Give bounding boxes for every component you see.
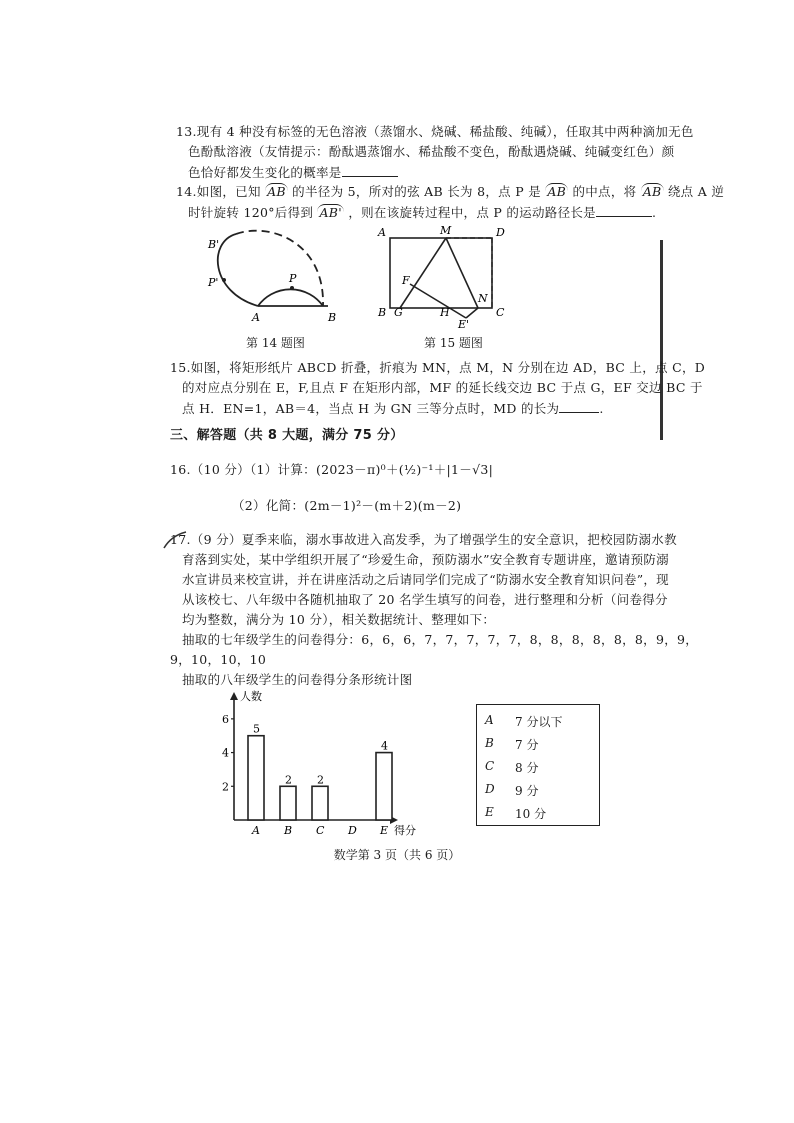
label-m: M <box>440 224 452 237</box>
q17-line1: 17.（9 分）夏季来临，溺水事故进入高发季，为了增强学生的安全意识，把校园防溺水教 <box>170 532 677 547</box>
q13-answer-blank <box>342 164 398 177</box>
legend-key: E <box>485 805 494 819</box>
bars-group <box>222 713 392 837</box>
label-p: P <box>289 272 297 285</box>
q15-line3-text: 点 H．EN=1，AB＝4，当点 H 为 GN 三等分点时，MD 的长为 <box>182 401 560 416</box>
q16-part2-expression: (2m－1)²－(m＋2)(m－2) <box>304 498 462 513</box>
arc-ab-notation: AB <box>267 184 286 199</box>
q14-line1 <box>176 184 724 200</box>
legend-key: D <box>485 782 495 796</box>
q17-line5: 均为整数，满分为 10 分），相关数据统计、整理如下： <box>182 612 496 627</box>
q13-line2: 色酚酞溶液（友情提示：酚酞遇蒸馏水、稀盐酸不变色，酚酞遇烧碱、纯碱变红色）颜 <box>188 144 675 159</box>
bar-value-label: 2 <box>285 773 292 787</box>
q15-answer-blank <box>559 400 599 413</box>
label-b-prime: B' <box>208 238 220 251</box>
label-b: B <box>328 311 337 324</box>
q16-part1 <box>170 462 493 478</box>
legend-value: 7 分 <box>515 738 539 752</box>
line-mg <box>400 238 446 308</box>
q14-text-d: 绕点 A 逆 <box>667 184 725 199</box>
q14-text-a: 14.如图，已知 <box>176 184 261 199</box>
q14-text-c: 的中点，将 <box>572 184 637 199</box>
section-3-heading: 三、解答题（共 8 大题，满分 75 分） <box>170 428 404 443</box>
bar-value-label: 5 <box>253 722 260 736</box>
line-fe <box>410 284 466 318</box>
label-d: D <box>496 226 505 239</box>
arc-ab <box>258 289 323 306</box>
line-mn <box>446 238 478 308</box>
label-c: C <box>496 306 505 319</box>
label-h: H <box>440 306 450 319</box>
arc-ab-notation: AB <box>547 184 567 199</box>
legend-key: B <box>485 736 494 750</box>
legend-value: 7 分以下 <box>515 715 563 729</box>
q14-text-b: 的半径为 5，所对的弦 AB 长为 8，点 P 是 <box>292 184 542 199</box>
bar-chart-grade8 <box>212 690 416 840</box>
legend-key: C <box>485 759 495 773</box>
q14-answer-blank <box>596 204 652 217</box>
bar-c <box>312 786 328 820</box>
q17-line3: 水宣讲员来校宣讲，并在讲座活动之后请同学们完成了“防溺水安全教育知识问卷”，现 <box>182 572 669 587</box>
arc-abprime-notation: AB' <box>319 205 343 220</box>
scan-edge-mark <box>660 240 663 440</box>
label-f: F <box>402 274 410 287</box>
legend-value: 8 分 <box>515 761 539 775</box>
x-category-label: C <box>316 824 325 837</box>
y-axis-label: 人数 <box>240 690 262 703</box>
line-en <box>466 308 478 318</box>
q17-line8: 抽取的八年级学生的问卷得分条形统计图 <box>182 672 413 687</box>
point-p-prime <box>222 278 226 282</box>
q17-line6: 抽取的七年级学生的问卷得分：6，6，6，7，7，7，7，7，8，8，8，8，8，8，9，9， <box>182 632 699 647</box>
bar-e <box>376 753 392 820</box>
q14-line2 <box>188 204 656 221</box>
q17-line4: 从该校七、八年级中各随机抽取了 20 名学生填写的问卷，进行整理和分析（问卷得分 <box>182 592 668 607</box>
q15-line1: 15.如图，将矩形纸片 ABCD 折叠，折痕为 MN，点 M，N 分别在边 AD，BC 上，点 C，D <box>170 360 706 375</box>
q14-text-e: 时针旋转 120°后得到 <box>188 205 314 220</box>
q16-part1-label: 16.（10 分）（1）计算： <box>170 462 316 477</box>
x-axis-label: 得分 <box>394 824 416 837</box>
q15-end: . <box>599 401 604 416</box>
q17-line7: 9，10，10，10 <box>170 652 267 667</box>
q16-part2-label: （2）化简： <box>232 498 305 513</box>
legend-value: 10 分 <box>515 807 547 821</box>
label-n: N <box>478 292 488 305</box>
figure-14 <box>200 222 350 332</box>
q13-line1: 13.现有 4 种没有标签的无色溶液（蒸馏水、烧碱、稀盐酸、纯碱），任取其中两种滴加无色 <box>176 124 694 139</box>
y-axis-arrow <box>230 692 238 700</box>
arc-ab-notation: AB <box>642 184 662 199</box>
label-p-prime: P' <box>208 276 219 289</box>
fig15-caption: 第 15 题图 <box>424 336 483 350</box>
q16-part2 <box>232 498 461 514</box>
q14-end: . <box>651 205 657 220</box>
point-p <box>290 286 294 290</box>
x-category-label: A <box>252 824 260 837</box>
handwritten-check-mark <box>160 528 190 554</box>
x-category-label: B <box>284 824 293 837</box>
x-category-label: D <box>348 824 357 837</box>
bar-value-label: 4 <box>381 739 388 753</box>
q16-part1-expression: (2023－π)⁰＋(½)⁻¹＋|1－√3| <box>315 462 494 477</box>
bar-value-label: 2 <box>317 773 324 787</box>
q15-line3 <box>182 400 604 417</box>
y-tick-label: 6 <box>222 712 229 726</box>
label-g: G <box>394 306 403 319</box>
bar-b <box>280 786 296 820</box>
x-category-label: E <box>380 824 389 837</box>
q13-line3 <box>188 164 398 181</box>
score-legend-table <box>476 704 600 826</box>
y-tick-label: 2 <box>222 780 229 794</box>
label-a: A <box>252 311 260 324</box>
q14-text-f: ，则在该旋转过程中，点 P 的运动路径长是 <box>348 205 596 220</box>
legend-value: 9 分 <box>515 784 539 798</box>
label-e-prime: E' <box>458 318 470 331</box>
rect-left-part <box>390 238 492 308</box>
fig14-caption: 第 14 题图 <box>246 336 305 350</box>
legend-key: A <box>485 713 494 727</box>
page-footer: 数学第 3 页（共 6 页） <box>333 848 461 862</box>
figure-15 <box>374 222 514 332</box>
bar-a <box>248 736 264 820</box>
q15-line2: 的对应点分别在 E，F,且点 F 在矩形内部，MF 的延长线交边 BC 于点 G，EF 交边 BC 于 <box>182 380 703 395</box>
q13-line3-text: 色恰好都发生变化的概率是 <box>188 165 342 180</box>
label-a: A <box>378 226 386 239</box>
label-b: B <box>378 306 387 319</box>
y-tick-label: 4 <box>222 746 229 760</box>
q17-line2: 育落到实处，某中学组织开展了“珍爱生命，预防溺水”安全教育专题讲座，邀请预防溺 <box>182 552 669 567</box>
arc-ab-prime <box>218 234 258 306</box>
